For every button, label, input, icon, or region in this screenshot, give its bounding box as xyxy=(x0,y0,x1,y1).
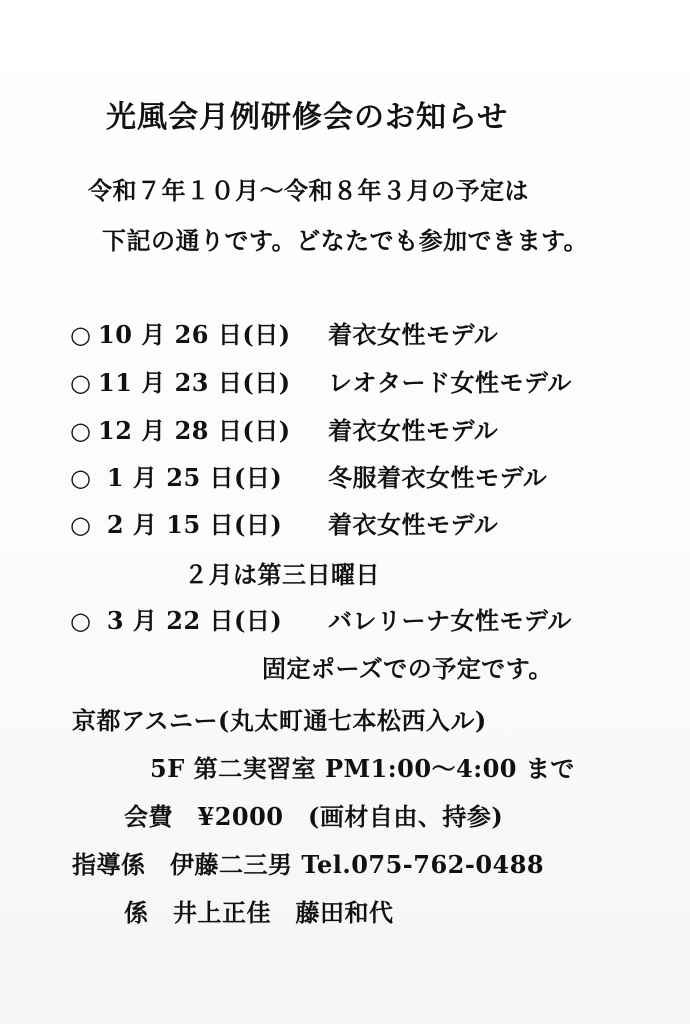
instructor-line: 指導係 伊藤二三男 Tel.075-762-0488 xyxy=(72,850,545,879)
intro-line-2: 下記の通りです。どなたでも参加できます。 xyxy=(102,226,589,255)
schedule-desc: 着衣女性モデル xyxy=(328,416,499,445)
venue-line-1: 京都アスニー(丸太町通七本松西入ル) xyxy=(72,706,487,735)
schedule-date: 1 月 25 日(日) xyxy=(98,463,283,492)
circle-mark: ○ xyxy=(70,416,92,445)
circle-mark: ○ xyxy=(70,368,92,397)
schedule-desc: 着衣女性モデル xyxy=(328,510,499,539)
venue-line-2: 5F 第二実習室 PM1:00～4:00 まで xyxy=(150,754,575,783)
schedule-date: 2 月 15 日(日) xyxy=(98,510,283,539)
schedule-date: 3 月 22 日(日) xyxy=(98,606,283,635)
schedule-date: 12 月 28 日(日) xyxy=(98,416,291,445)
intro-line-1: 令和７年１０月～令和８年３月の予定は xyxy=(88,176,529,205)
schedule-desc: 冬服着衣女性モデル xyxy=(328,463,548,492)
circle-mark: ○ xyxy=(70,510,92,539)
schedule-item-mar xyxy=(70,606,572,636)
schedule-desc: バレリーナ女性モデル xyxy=(328,606,572,635)
schedule-date: 10 月 26 日(日) xyxy=(98,320,291,349)
notice-title: 光風会月例研修会のお知らせ xyxy=(106,100,509,135)
schedule-item-jan xyxy=(70,463,547,493)
schedule-desc: レオタード女性モデル xyxy=(328,368,572,397)
schedule-item-dec xyxy=(70,416,498,446)
feb-note: ２月は第三日曜日 xyxy=(184,560,380,589)
circle-mark: ○ xyxy=(70,606,92,635)
circle-mark: ○ xyxy=(70,463,92,492)
schedule-desc: 着衣女性モデル xyxy=(328,320,499,349)
schedule-item-feb xyxy=(70,510,498,540)
schedule-item-nov xyxy=(70,368,572,398)
schedule-date: 11 月 23 日(日) xyxy=(98,368,291,397)
schedule-item-oct xyxy=(70,320,498,350)
pose-note: 固定ポーズでの予定です。 xyxy=(262,654,553,683)
staff-line: 係 井上正佳 藤田和代 xyxy=(124,898,394,927)
circle-mark: ○ xyxy=(70,320,92,349)
fee-line: 会費 ¥2000 (画材自由、持参) xyxy=(124,802,504,831)
